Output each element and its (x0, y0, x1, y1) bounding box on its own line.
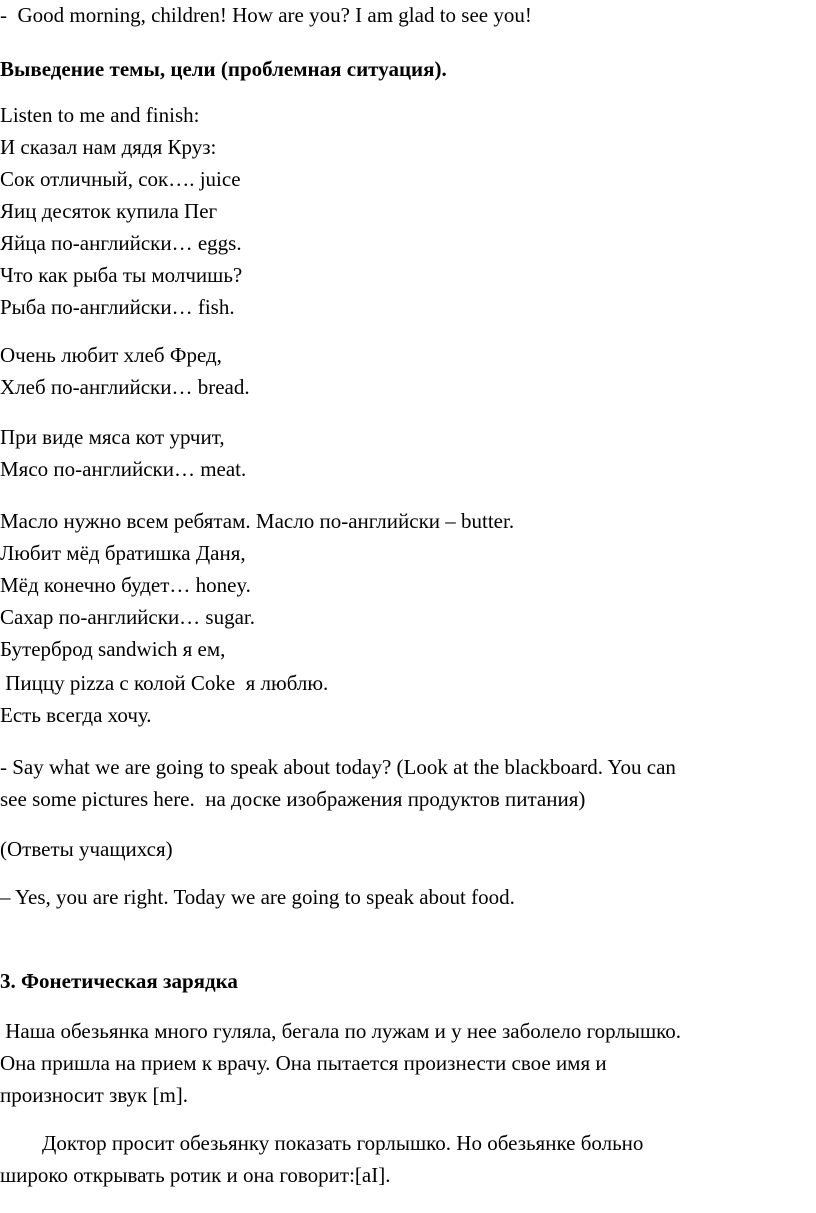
paragraph-line: Наша обезьянка много гуляла, бегала по лужам и у нее заболело горлышко. (0, 1019, 682, 1043)
paragraph-line: произносит звук [m]. (0, 1083, 189, 1107)
poem-line: Пиццу pizza с колой Coke я люблю. (0, 671, 329, 695)
poem-line: Яйца по-английски… eggs. (0, 231, 242, 255)
paragraph-line: Она пришла на прием к врачу. Она пытается произнести свое имя и (0, 1051, 607, 1075)
poem-line: Рыба по-английски… fish. (0, 295, 235, 319)
poem-line: Сахар по-английски… sugar. (0, 605, 256, 629)
question-line: - Say what we are going to speak about today? (Look at the blackboard. You can (0, 755, 676, 779)
section-topic-heading: Выведение темы, цели (проблемная ситуация). (0, 57, 447, 81)
poem-line: Яиц десяток купила Пег (0, 199, 218, 223)
section-phonetic-heading: 3. Фонетическая зарядка (0, 969, 238, 993)
greeting-line: - Good morning, children! How are you? I am glad to see you! (0, 3, 532, 27)
poem-intro: Listen to me and finish: (0, 103, 200, 127)
poem-line: Любит мёд братишка Даня, (0, 541, 246, 565)
poem-line: Масло нужно всем ребятам. Масло по-английски – butter. (0, 509, 515, 533)
paragraph-line: широко открывать ротик и она говорит:[aI]. (0, 1163, 391, 1187)
poem-line: Что как рыба ты молчишь? (0, 263, 243, 287)
poem-line: Сок отличный, сок…. juice (0, 167, 241, 191)
teacher-reply: – Yes, you are right. Today we are going to speak about food. (0, 885, 515, 909)
paragraph-line: Доктор просит обезьянку показать горлышко. Но обезьянке больно (0, 1131, 644, 1155)
poem-line: Хлеб по-английски… bread. (0, 375, 250, 399)
students-answer: (Ответы учащихся) (0, 837, 173, 861)
poem-line: Есть всегда хочу. (0, 703, 152, 727)
poem-line: Очень любит хлеб Фред, (0, 343, 222, 367)
poem-line: И сказал нам дядя Круз: (0, 135, 217, 159)
poem-line: Бутерброд sandwich я ем, (0, 637, 226, 661)
question-line: see some pictures here. на доске изображения продуктов питания) (0, 787, 586, 811)
poem-line: Мясо по-английски… meat. (0, 457, 247, 481)
poem-line: При виде мяса кот урчит, (0, 425, 225, 449)
poem-line: Мёд конечно будет… honey. (0, 573, 251, 597)
